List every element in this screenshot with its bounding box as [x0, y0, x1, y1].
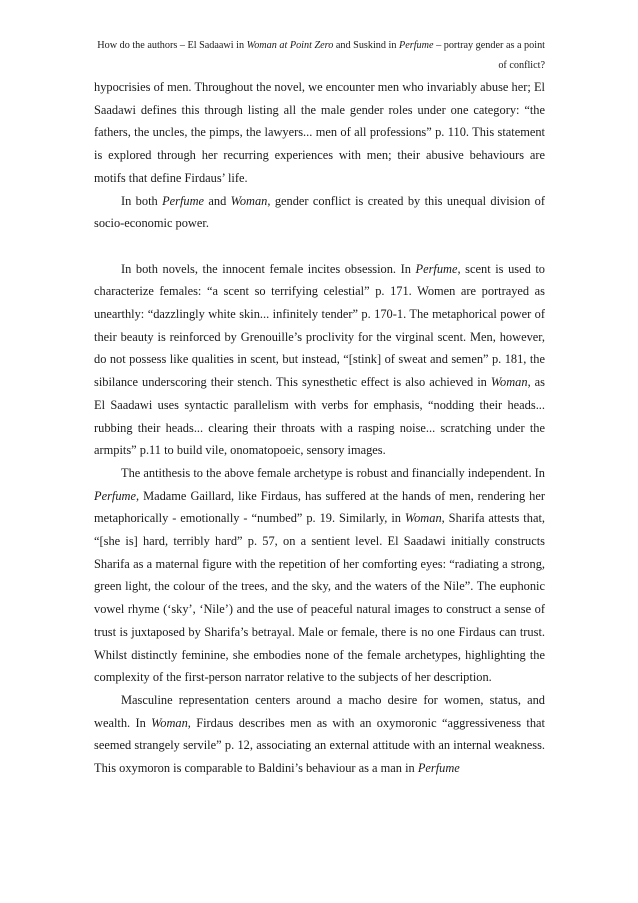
text-run: The antithesis to the above female archetype is robust and financially independent. In: [121, 465, 545, 480]
paragraph: [94, 689, 545, 780]
paragraph-spacer: [94, 235, 545, 258]
text-run: and: [204, 193, 231, 208]
text-run: , gender conflict is created by this unequal division of socio-economic power.: [94, 193, 546, 231]
italic-title-text: Woman: [490, 375, 528, 390]
text-run: In both novels, the innocent female incites obsession. In: [121, 261, 416, 276]
paragraph: [94, 190, 545, 235]
italic-title-text: Perfume: [162, 193, 205, 208]
document-page: [94, 36, 545, 780]
paragraph: [94, 76, 545, 190]
text-run: – portray gender as a point of conflict?: [433, 40, 545, 71]
italic-title-text: Perfume: [415, 261, 458, 276]
paragraph: [94, 462, 545, 689]
text-run: and Suskind in: [333, 40, 400, 51]
italic-title-text: Woman at Point Zero: [246, 40, 334, 51]
italic-title-text: Perfume: [399, 40, 434, 51]
text-run: Sharifa attests that, “[she is] hard, terribly hard” p. 57, on a sentient level. El Saadawi initially constructs Sharifa as a maternal figure with the repetition of her comforting eyes: “radiating a strong, green light, the colour of the trees, and the sky, and the waters of the Nile”. The euphonic vowel rhyme (‘sky’, ‘Nile’) and the use of peaceful natural images to construct a sense of trust is juxtaposed by Sharifa’s betrayal. Male or female, there is no one Firdaus can trust. Whilst distinctly feminine, she embodies none of the female archetypes, highlighting the complexity of the first-person narrator relative to the subjects of her description.: [94, 511, 545, 685]
italic-title-text: Woman,: [404, 511, 445, 526]
text-run: , as El Saadawi uses syntactic parallelism with verbs for emphasis, “nodding their heads... rubbing their heads... clearing their throats with a rasping noise... scratching under the armpits” p.11 to build vile, onomatopoeic, sensory images.: [94, 375, 545, 458]
text-run: Masculine representation centers around a macho desire for women, status, and wealth. In: [94, 692, 545, 730]
paragraph: [94, 258, 545, 462]
italic-title-text: Woman: [230, 193, 268, 208]
text-run: , Firdaus describes men as with an oxymoronic “aggressiveness that seemed strangely servile” p. 12, associating an external attitude with an internal weakness. This oxymoron is comparable to Baldini’s behaviour as a man in: [94, 715, 545, 776]
body-text: [94, 76, 545, 780]
text-run: Madame Gaillard, like Firdaus, has suffered at the hands of men, rendering her metaphorically - emotionally - “numbed” p. 19. Similarly, in: [94, 488, 545, 526]
text-run: In both: [121, 193, 163, 208]
italic-title-text: Perfume: [417, 761, 460, 776]
text-run: , scent is used to characterize females: “a scent so terrifying celestial” p. 171. Women are portrayed as unearthly: “dazzlingly white skin... infinitely tender” p. 170-1. The metaphorical power of their beauty is reinforced by Grenouille’s proclivity for the virginal scent. Men, however, do not possess like qualities in scent, but instead, “[stink] of sweat and semen” p. 181, the sibilance underscoring their stench. This synesthetic effect is also achieved in: [94, 261, 546, 390]
italic-title-text: Perfume,: [94, 488, 140, 503]
running-header: [94, 36, 545, 76]
text-run: How do the authors – El Sadaawi in: [97, 40, 247, 51]
italic-title-text: Woman: [151, 715, 188, 730]
text-run: hypocrisies of men. Throughout the novel, we encounter men who invariably abuse her; El Saadawi defines this through listing all the male gender roles under one category: “the fathers, the uncles, the pimps, the lawyers... men of all professions” p. 110. This statement is explored through her recurring experiences with men; their abusive behaviours are motifs that define Firdaus’ life.: [94, 80, 545, 185]
